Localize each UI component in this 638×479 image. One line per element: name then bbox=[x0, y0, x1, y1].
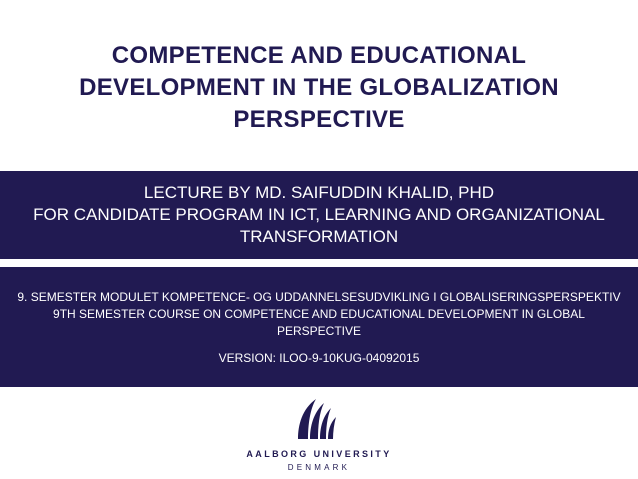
title-line-1: COMPETENCE AND EDUCATIONAL bbox=[111, 42, 527, 69]
country-name: DENMARK bbox=[287, 463, 351, 472]
title-line-2: DEVELOPMENT IN THE GLOBALIZATION bbox=[79, 74, 559, 101]
danish-module-line: 9. SEMESTER MODULET KOMPETENCE- OG UDDANNELSESUDVIKLING I GLOBALISERINGSPERSPEKTIV bbox=[17, 290, 621, 304]
english-course-line: 9TH SEMESTER COURSE ON COMPETENCE AND EDUCATIONAL DEVELOPMENT IN GLOBAL bbox=[53, 307, 585, 321]
slide-title bbox=[20, 40, 618, 136]
program-line: FOR CANDIDATE PROGRAM IN ICT, LEARNING AND ORGANIZATIONAL bbox=[33, 205, 605, 224]
program-line-continued: TRANSFORMATION bbox=[239, 227, 399, 246]
lecture-banner bbox=[0, 171, 638, 259]
title-line-3: PERSPECTIVE bbox=[233, 106, 405, 133]
aalborg-wave-logo-icon bbox=[286, 395, 352, 443]
lecturer-line: LECTURE BY MD. SAIFUDDIN KHALID, PHD bbox=[143, 183, 495, 202]
english-course-line-continued: PERSPECTIVE bbox=[276, 324, 362, 338]
course-banner bbox=[0, 267, 638, 387]
university-name: AALBORG UNIVERSITY bbox=[246, 449, 392, 459]
version-line: VERSION: ILOO-9-10KUG-04092015 bbox=[218, 351, 420, 365]
